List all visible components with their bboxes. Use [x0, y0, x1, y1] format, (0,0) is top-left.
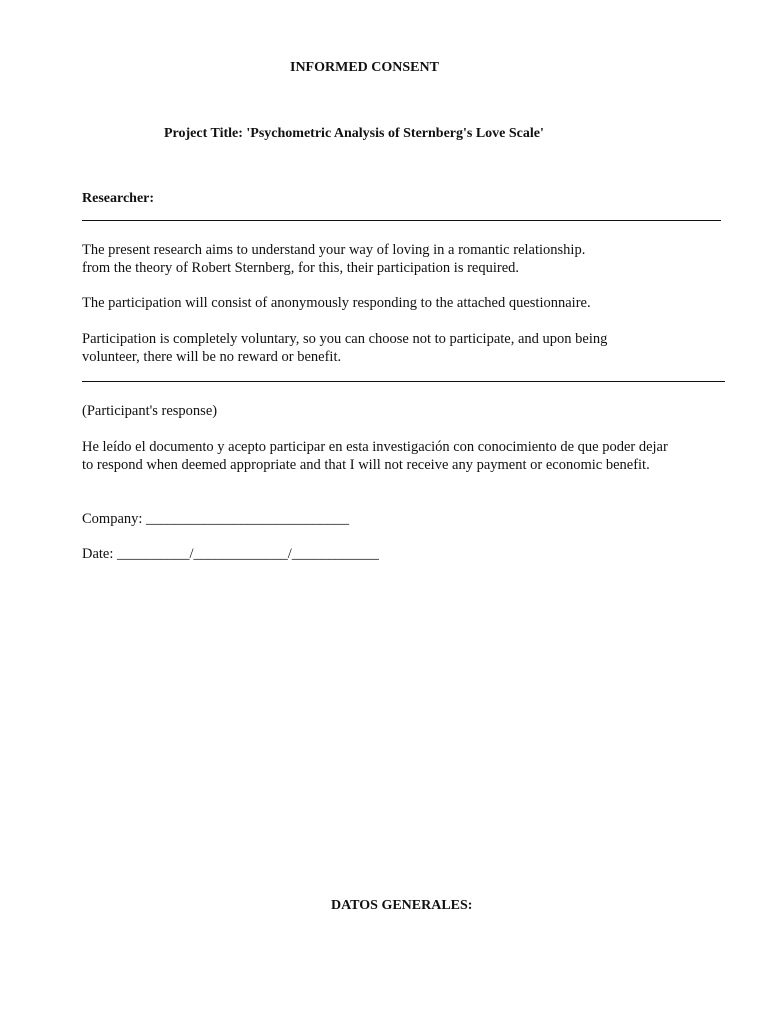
researcher-underline [82, 220, 721, 221]
voluntary-line-1: Participation is completely voluntary, so you can choose not to participate, and upon being [82, 331, 608, 347]
intro-line-2: from the theory of Robert Sternberg, for this, their participation is required. [82, 260, 520, 276]
participant-response-label: (Participant's response) [82, 403, 218, 419]
document-title: INFORMED CONSENT [290, 60, 439, 75]
company-field: Company: ____________________________ [82, 511, 350, 527]
date-field: Date: __________/_____________/____________ [82, 546, 379, 562]
section-divider [82, 381, 725, 382]
researcher-label: Researcher: [82, 191, 155, 206]
participation-line: The participation will consist of anonymously responding to the attached questionnaire. [82, 295, 591, 311]
section-heading-general-data: DATOS GENERALES: [331, 898, 473, 913]
project-title: Project Title: 'Psychometric Analysis of Sternberg's Love Scale' [164, 126, 544, 141]
agreement-line-2: to respond when deemed appropriate and that I will not receive any payment or economic benefit. [82, 457, 650, 473]
voluntary-line-2: volunteer, there will be no reward or benefit. [82, 349, 342, 365]
agreement-line-1: He leído el documento y acepto participar en esta investigación con conocimiento de que poder dejar [82, 439, 668, 455]
intro-line-1: The present research aims to understand your way of loving in a romantic relationship. [82, 242, 586, 258]
